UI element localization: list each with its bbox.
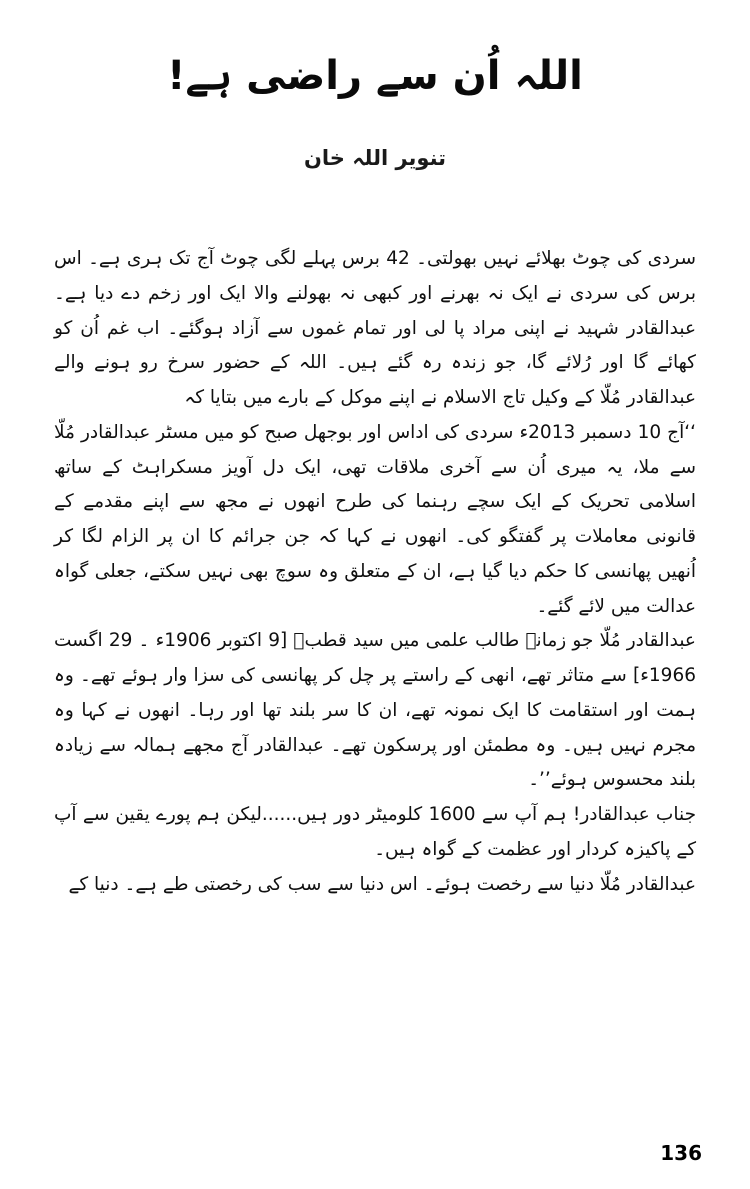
page-title: اللہ اُن سے راضی ہے!	[167, 53, 583, 99]
article-body	[54, 242, 696, 903]
page-number: 136	[660, 1141, 702, 1165]
body-paragraph: جناب عبدالقادر! ہم آپ سے 1600 کلومیٹر دور ہیں......لیکن ہم پورے یقین سے آپ کے پاکیزہ کردار اور عظمت کے گواہ ہیں۔	[54, 804, 697, 861]
body-paragraph: ‘‘آج 10 دسمبر 2013ء سردی کی اداس اور بوجھل صبح کو میں مسٹر عبدالقادر مُلّا سے ملا، یہ میری اُن سے آخری ملاقات تھی، ایک دل آویز مسکراہٹ کے ساتھ اسلامی تحریک کے ایک سچے رہنما کی طرح انھوں نے مجھ سے اپنے مقدمے کے قانونی معاملات پر گفتگو کی۔ انھوں نے کہا کہ جن جرائم کا ان پر الزام لگا کر اُنھیں پھانسی کا حکم دیا گیا ہے، ان کے متعلق وہ سوچ بھی نہیں سکتے، جعلی گواہ عدالت میں لائے گئے۔	[54, 421, 696, 617]
body-paragraph: عبدالقادر مُلّا جو زمانہ طالب علمی میں سید قطبؒ [9 اکتوبر 1906ء ۔ 29 اگست 1966ء] سے متاثر تھے، انھی کے راستے پر چل کر پھانسی کی سزا وار ہوئے تھے۔ وہ ہمت اور استقامت کا ایک نمونہ تھے، ان کا سر بلند تھا اور رہا۔ انھوں نے کہا وہ مجرم نہیں ہیں۔ وہ مطمئن اور پرسکون تھے۔ عبدالقادر آج مجھے ہمالہ سے زیادہ بلند محسوس ہوئے’’۔	[54, 630, 696, 791]
body-paragraph: عبدالقادر مُلّا دنیا سے رخصت ہوئے۔ اس دنیا سے سب کی رخصتی طے ہے۔ دنیا کے	[68, 873, 696, 895]
body-paragraph: سردی کی چوٹ بھلائے نہیں بھولتی۔ 42 برس پہلے لگی چوٹ آج تک ہری ہے۔ اس برس کی سردی نے ایک نہ بھرنے اور کبھی نہ بھولنے والا ایک اور زخم دے دیا ہے۔ عبدالقادر شہید نے اپنی مراد پا لی اور تمام غموں سے آزاد ہوگئے۔ اب غم اُن کو کھائے گا اور رُلائے گا، جو زندہ رہ گئے ہیں۔ اللہ کے حضور سرخ رو ہونے والے عبدالقادر مُلّا کے وکیل تاج الاسلام نے اپنے موکل کے بارے میں بتایا کہ	[54, 248, 697, 409]
author-name: تنویر اللہ خان	[303, 146, 447, 170]
